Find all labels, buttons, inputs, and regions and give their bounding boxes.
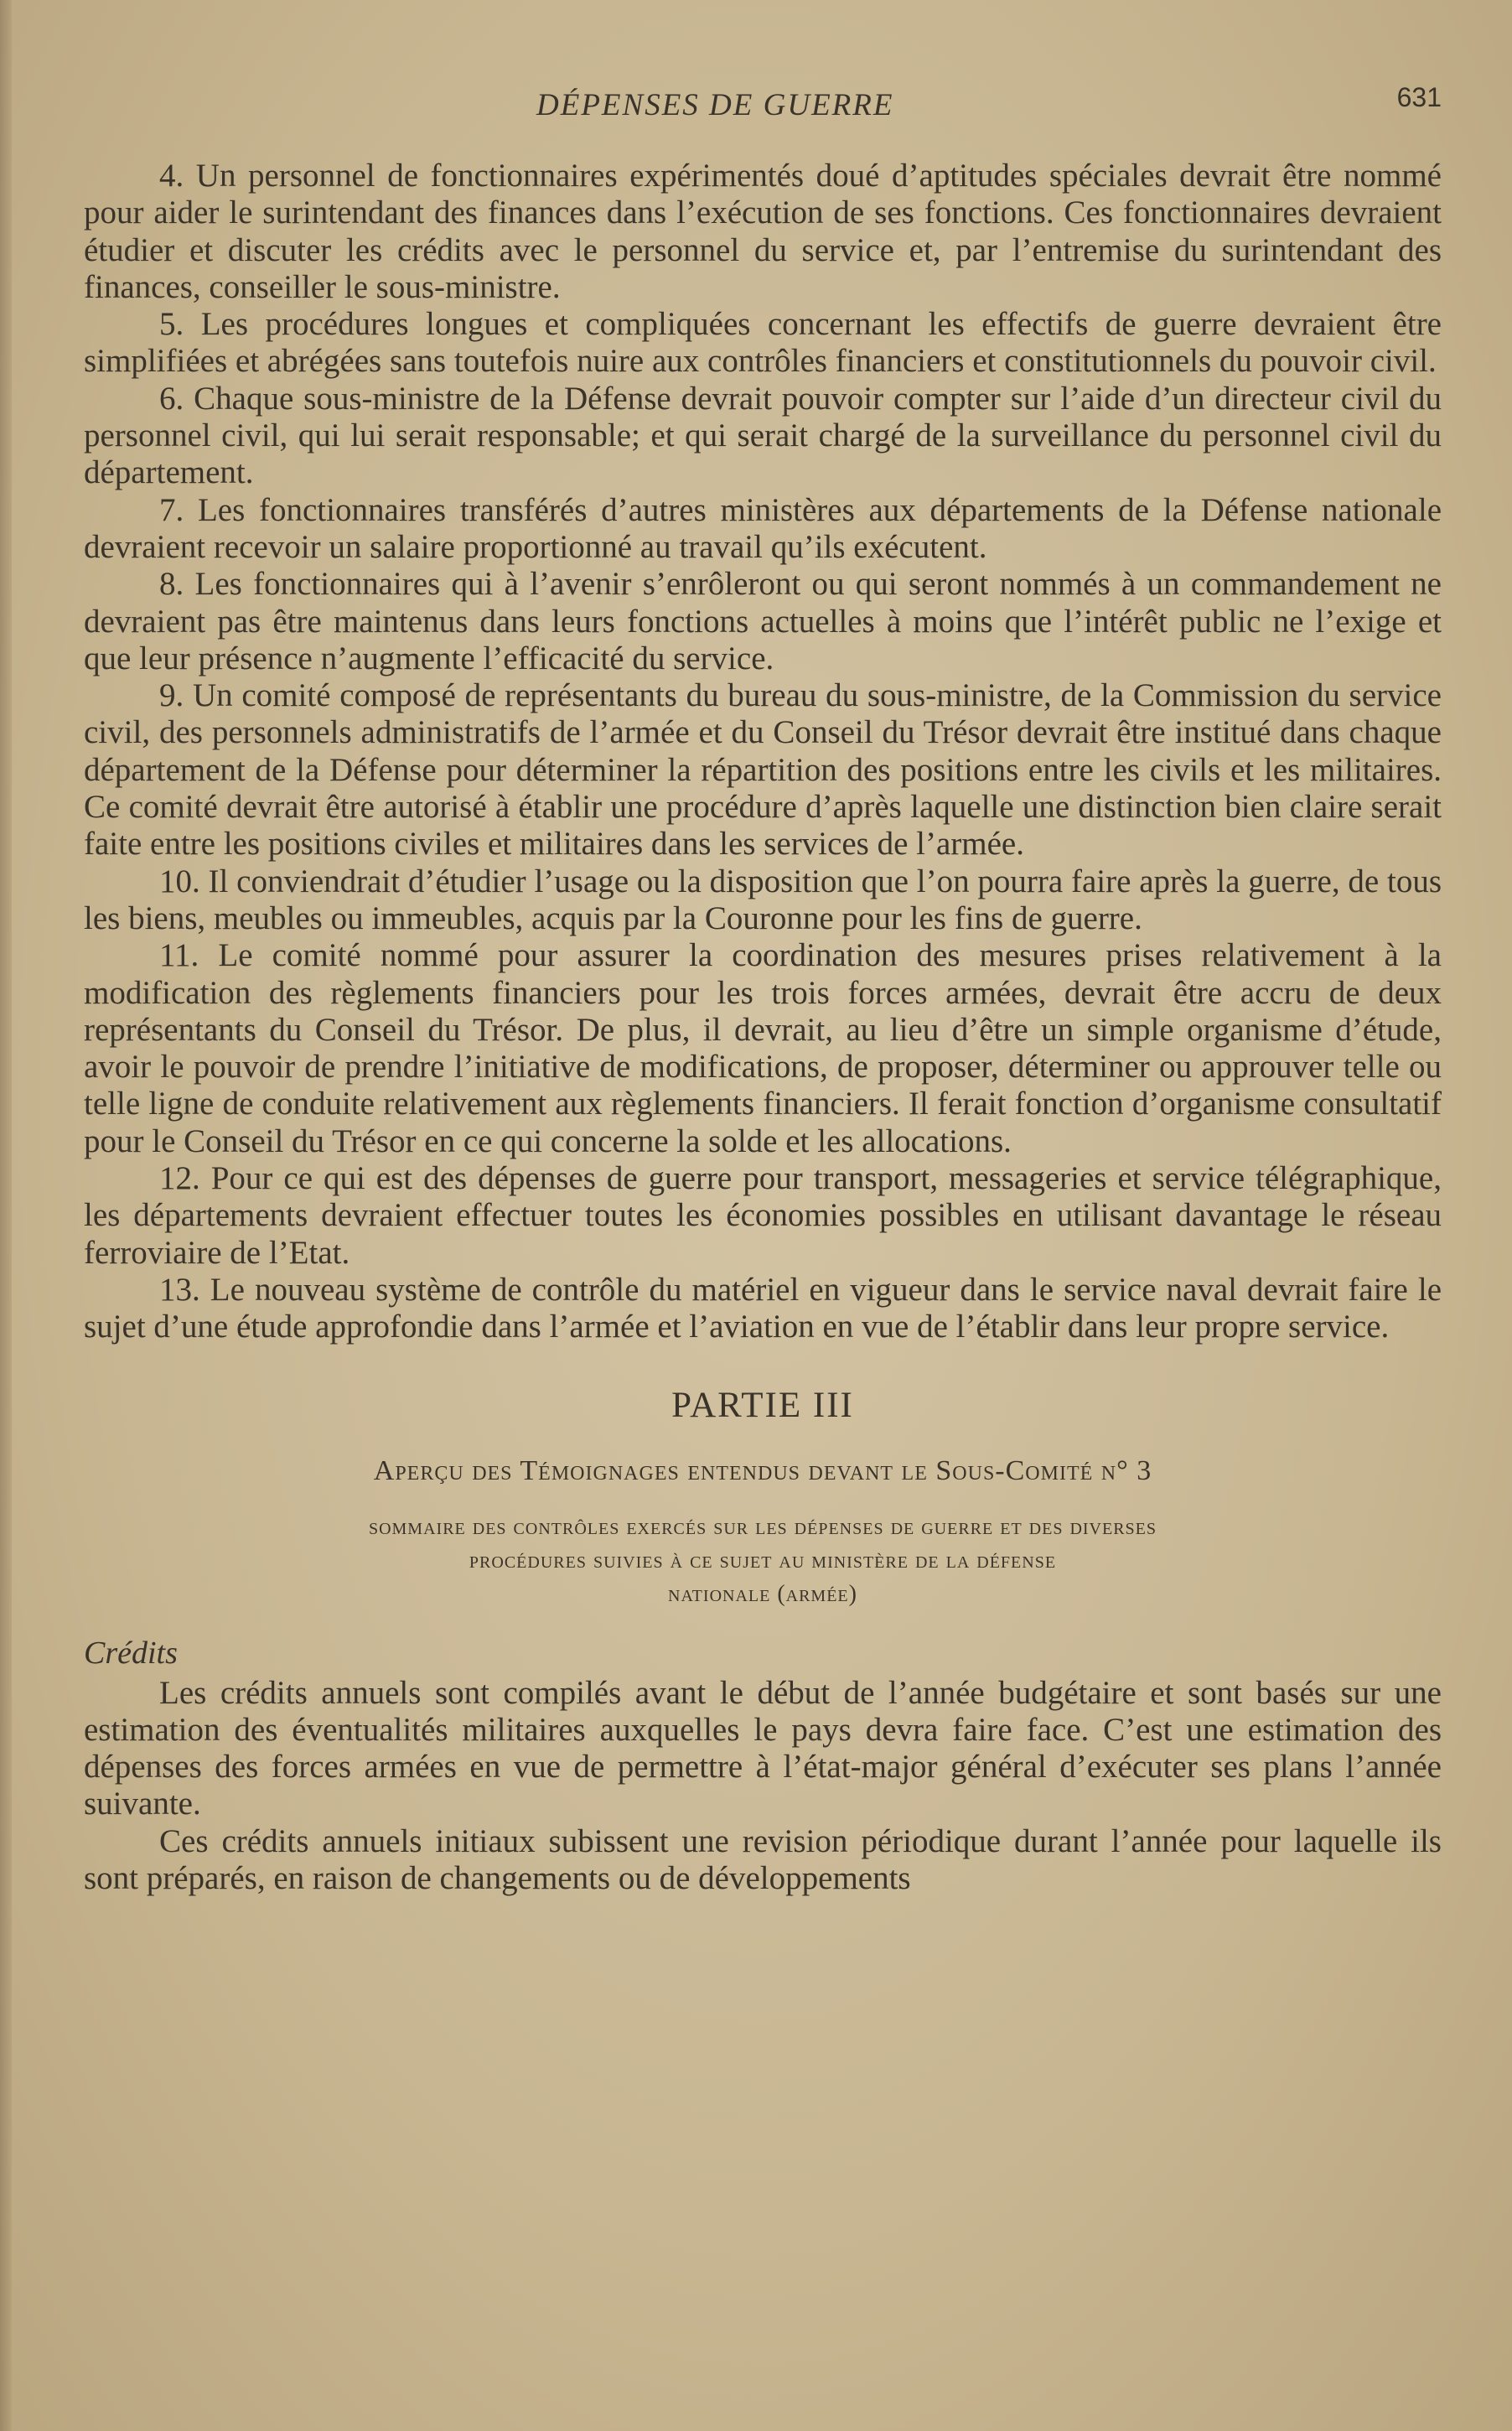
paragraph-13: 13. Le nouveau système de contrôle du matériel en vigueur dans le service naval devrait faire le sujet d’une étude approfondie dans l’armée et l’aviation en vue de l’établir dans leur propre service. xyxy=(84,1271,1442,1345)
section-heading-credits: Crédits xyxy=(84,1635,178,1671)
paragraph-10: 10. Il conviendrait d’étudier l’usage ou la disposition que l’on pourra faire après la guerre, de tous les biens, meubles ou immeubles, acquis par la Couronne pour les fins de guerre. xyxy=(84,863,1442,936)
page-number: 631 xyxy=(1396,82,1442,112)
paragraph-7: 7. Les fonctionnaires transférés d’autres ministères aux départements de la Défense nationale devraient recevoir un salaire proportionné au travail qu’ils exécutent. xyxy=(84,491,1442,565)
paragraph-11: 11. Le comité nommé pour assurer la coordination des mesures prises relativement à la modification des règlements financiers pour les trois forces armées, devrait être accru de deux représentants du Conseil du Trésor. De plus, il devrait, au lieu d’être un simple organisme d’étude, avoir le pouvoir de prendre l’initiative de modifications, de proposer, déterminer ou approuver telle ou telle ligne de conduite relativement aux règlements financiers. Il ferait fonction d’organisme consultatif pour le Conseil du Trésor en ce qui concerne la solde et les allocations. xyxy=(84,937,1442,1159)
summary-line-1: sommaire des contrôles exercés sur les dépenses de guerre et des diverses xyxy=(368,1513,1157,1540)
summary-line-3: nationale (armée) xyxy=(668,1580,857,1607)
credits-paragraph-1: Les crédits annuels sont compilés avant le début de l’année budgétaire et sont basés sur une estimation des éventualités militaires auxquelles le pays devra faire face. C’est une estimation des dépenses des forces armées en vue de permettre à l’état-major général d’exécuter ses plans l’année suivante. xyxy=(84,1674,1442,1822)
paragraph-4: 4. Un personnel de fonctionnaires expérimentés doué d’aptitudes spéciales devrait être nommé pour aider le surintendant des finances dans l’exécution de ses fonctions. Ces fonctionnaires devraient étudier et discuter les crédits avec le personnel du service et, par l’entremise du surintendant des finances, conseiller le sous-ministre. xyxy=(84,158,1442,305)
running-head: DÉPENSES DE GUERRE xyxy=(536,88,894,122)
paragraph-12: 12. Pour ce qui est des dépenses de guerre pour transport, messageries et service télégraphique, les départements devraient effectuer toutes les économies possibles en utilisant davantage le réseau ferroviaire de l’Etat. xyxy=(84,1160,1442,1271)
document-page xyxy=(84,75,1442,1897)
paragraph-9: 9. Un comité composé de représentants du bureau du sous-ministre, de la Commission du service civil, des personnels administratifs de l’armée et du Conseil du Trésor devrait être institué dans chaque département de la Défense pour déterminer la répartition des positions entre les civils et les militaires. Ce comité devrait être autorisé à établir une procédure d’après laquelle une distinction bien claire serait faite entre les positions civiles et militaires dans les services de l’armée. xyxy=(84,677,1442,863)
summary-line-2: procédures suivies à ce sujet au ministère de la défense xyxy=(469,1547,1057,1573)
page-header xyxy=(84,75,1442,126)
paragraph-5: 5. Les procédures longues et compliquées concernant les effectifs de guerre devraient être simplifiées et abrégées sans toutefois nuire aux contrôles financiers et constitutionnels du pouvoir civil. xyxy=(84,306,1442,380)
summary-heading xyxy=(84,1511,1442,1611)
paragraph-8: 8. Les fonctionnaires qui à l’avenir s’enrôleront ou qui seront nommés à un commandement ne devraient pas être maintenus dans leurs fonctions actuelles à moins que l’intérêt public ne l’exige et que leur présence n’augmente l’efficacité du service. xyxy=(84,566,1442,676)
credits-section-body xyxy=(84,1675,1442,1898)
part-title: PARTIE III xyxy=(671,1385,854,1425)
part-subtitle: Aperçu des Témoignages entendus devant le Sous-Comité n° 3 xyxy=(373,1454,1152,1486)
book-spine-shadow xyxy=(0,0,12,2431)
credits-paragraph-2: Ces crédits annuels initiaux subissent une revision périodique durant l’année pour laquelle ils sont préparés, en raison de changements ou de développements xyxy=(84,1822,1442,1896)
recommendations-list xyxy=(84,158,1442,1346)
paragraph-6: 6. Chaque sous-ministre de la Défense devrait pouvoir compter sur l’aide d’un directeur civil du personnel civil, qui lui serait responsable; et qui serait chargé de la surveillance du personnel civil du département. xyxy=(84,380,1442,491)
